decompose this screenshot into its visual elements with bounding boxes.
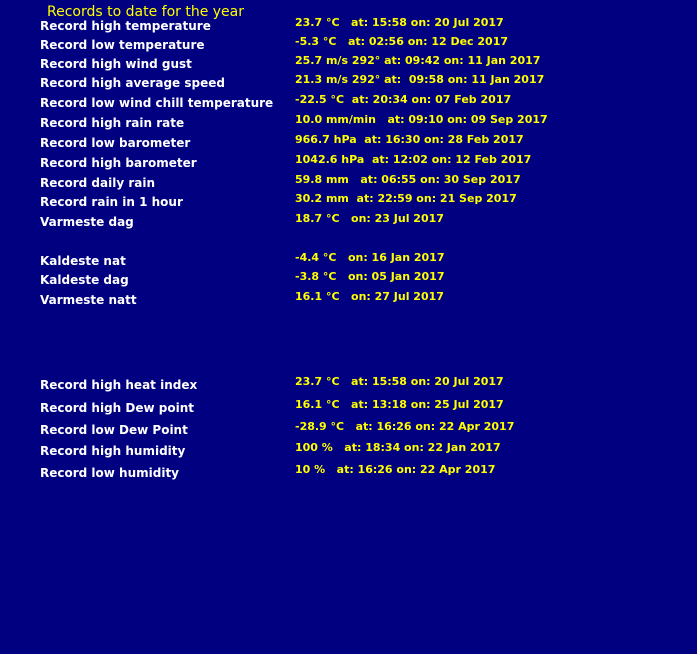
record-label: Record high wind gust [40, 57, 192, 71]
record-value: -4.4 °C on: 16 Jan 2017 [295, 251, 445, 264]
record-value: -3.8 °C on: 05 Jan 2017 [295, 270, 445, 283]
record-row-high-humidity [0, 441, 697, 460]
record-value: 18.7 °C on: 23 Jul 2017 [295, 212, 444, 225]
record-label: Record low barometer [40, 136, 191, 150]
record-row-low-humidity [0, 463, 697, 482]
record-label: Record high Dew point [40, 401, 194, 415]
record-row-high-rain-rate [0, 113, 697, 132]
record-label: Kaldeste dag [40, 273, 129, 287]
record-label: Record low Dew Point [40, 423, 188, 437]
record-label: Record low temperature [40, 38, 205, 52]
record-value: 59.8 mm at: 06:55 on: 30 Sep 2017 [295, 173, 521, 186]
record-value: 23.7 °C at: 15:58 on: 20 Jul 2017 [295, 16, 504, 29]
record-label: Record high barometer [40, 156, 197, 170]
record-row-low-temperature [0, 35, 697, 54]
record-value: 30.2 mm at: 22:59 on: 21 Sep 2017 [295, 192, 517, 205]
record-value: 23.7 °C at: 15:58 on: 20 Jul 2017 [295, 375, 504, 388]
record-row-kaldeste-dag [0, 270, 697, 289]
record-row-low-dew-point [0, 420, 697, 439]
record-label: Varmeste natt [40, 293, 137, 307]
record-row-kaldeste-nat [0, 251, 697, 270]
record-row-varmeste-natt [0, 290, 697, 309]
record-row-high-barometer [0, 153, 697, 172]
record-value: 16.1 °C at: 13:18 on: 25 Jul 2017 [295, 398, 504, 411]
record-row-daily-rain [0, 173, 697, 192]
record-label: Record low humidity [40, 466, 180, 480]
record-row-varmeste-dag [0, 212, 697, 231]
record-value: -5.3 °C at: 02:56 on: 12 Dec 2017 [295, 35, 509, 48]
page-title: Records to date for the year [47, 4, 244, 20]
record-row-low-barometer [0, 133, 697, 152]
record-label: Record rain in 1 hour [40, 195, 183, 209]
record-value: 966.7 hPa at: 16:30 on: 28 Feb 2017 [295, 133, 524, 146]
record-label: Record daily rain [40, 176, 156, 190]
record-row-high-heat-index [0, 375, 697, 394]
record-value: -28.9 °C at: 16:26 on: 22 Apr 2017 [295, 420, 515, 433]
record-value: 1042.6 hPa at: 12:02 on: 12 Feb 2017 [295, 153, 532, 166]
record-value: 16.1 °C on: 27 Jul 2017 [295, 290, 444, 303]
record-row-high-wind-gust [0, 54, 697, 73]
record-value: 10 % at: 16:26 on: 22 Apr 2017 [295, 463, 496, 476]
record-label: Record high humidity [40, 444, 186, 458]
record-value: 10.0 mm/min at: 09:10 on: 09 Sep 2017 [295, 113, 548, 126]
record-label: Record high temperature [40, 19, 211, 33]
record-label: Kaldeste nat [40, 254, 126, 268]
record-value: 100 % at: 18:34 on: 22 Jan 2017 [295, 441, 501, 454]
record-row-high-temperature [0, 16, 697, 35]
record-label: Varmeste dag [40, 215, 134, 229]
record-label: Record low wind chill temperature [40, 96, 274, 110]
record-label: Record high average speed [40, 76, 225, 90]
record-row-high-dew-point [0, 398, 697, 417]
record-label: Record high rain rate [40, 116, 185, 130]
record-row-rain-1-hour [0, 192, 697, 211]
record-value: -22.5 °C at: 20:34 on: 07 Feb 2017 [295, 93, 512, 106]
record-value: 25.7 m/s 292° at: 09:42 on: 11 Jan 2017 [295, 54, 541, 67]
record-value: 21.3 m/s 292° at: 09:58 on: 11 Jan 2017 [295, 73, 545, 86]
record-row-high-average-speed [0, 73, 697, 92]
record-label: Record high heat index [40, 378, 198, 392]
record-row-low-wind-chill [0, 93, 697, 112]
